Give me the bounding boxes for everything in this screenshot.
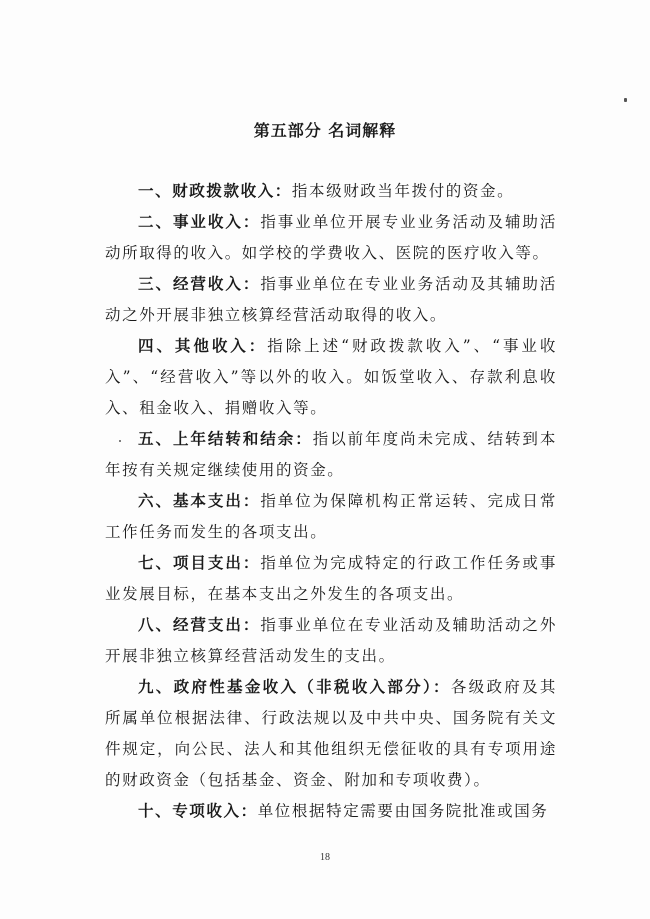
definition-text: 指事业单位开展专业业务活动及辅助活动所取得的收入。如学校的学费收入、医院的医疗收入等。 [105, 213, 558, 262]
definition-term: 六、基本支出： [138, 492, 261, 510]
definition-paragraph [105, 610, 557, 672]
definition-term: 七、项目支出： [138, 554, 261, 572]
definition-term: 三、经营收入： [138, 275, 261, 293]
definition-term: 二、事业收入： [138, 213, 261, 231]
definition-paragraph [105, 672, 557, 796]
definition-paragraph [105, 269, 557, 331]
definition-text: 指以前年度尚未完成、结转到本年按有关规定继续使用的资金。 [105, 430, 557, 479]
definition-text: 指单位为保障机构正常运转、完成日常工作任务而发生的各项支出。 [105, 492, 558, 541]
definition-paragraph [105, 207, 557, 269]
scan-speck [119, 440, 121, 442]
definition-term: 九、政府性基金收入（非税收入部分）： [138, 678, 451, 696]
definition-paragraph [105, 331, 557, 424]
definition-term: 八、经营支出： [138, 616, 261, 634]
definition-text: 指事业单位在专业业务活动及其辅助活动之外开展非独立核算经营活动取得的收入。 [105, 275, 558, 324]
definition-term: 四、其他收入： [138, 337, 268, 355]
definition-term: 一、财政拨款收入： [138, 182, 292, 200]
definition-paragraph [105, 424, 557, 486]
definition-term: 十、专项收入： [138, 802, 258, 820]
definition-text: 单位根据特定需要由国务院批准或国务 [257, 802, 549, 820]
scan-speck [624, 98, 627, 102]
definition-text: 指除上述“财政拨款收入”、“事业收入”、“经营收入”等以外的收入。如饭堂收入、存款利息收入、租金收入、捐赠收入等。 [105, 337, 557, 417]
definition-text: 指单位为完成特定的行政工作任务或事业发展目标，在基本支出之外发生的各项支出。 [105, 554, 558, 603]
definitions-body [105, 176, 557, 827]
definition-paragraph [105, 548, 557, 610]
definition-text: 指本级财政当年拨付的资金。 [291, 182, 515, 200]
definition-paragraph [105, 796, 557, 827]
definition-paragraph [105, 176, 557, 207]
definition-text: 各级政府及其所属单位根据法律、行政法规以及中共中央、国务院有关文件规定，向公民、法人和其他组织无偿征收的具有专项用途的财政资金（包括基金、资金、附加和专项收费）。 [105, 678, 557, 789]
page-title: 第五部分 名词解释 [253, 121, 397, 140]
definition-term: 五、上年结转和结余： [138, 430, 313, 448]
definition-text: 指事业单位在专业活动及辅助活动之外开展非独立核算经营活动发生的支出。 [105, 616, 558, 665]
definition-paragraph [105, 486, 557, 548]
page-number: 18 [320, 852, 330, 863]
